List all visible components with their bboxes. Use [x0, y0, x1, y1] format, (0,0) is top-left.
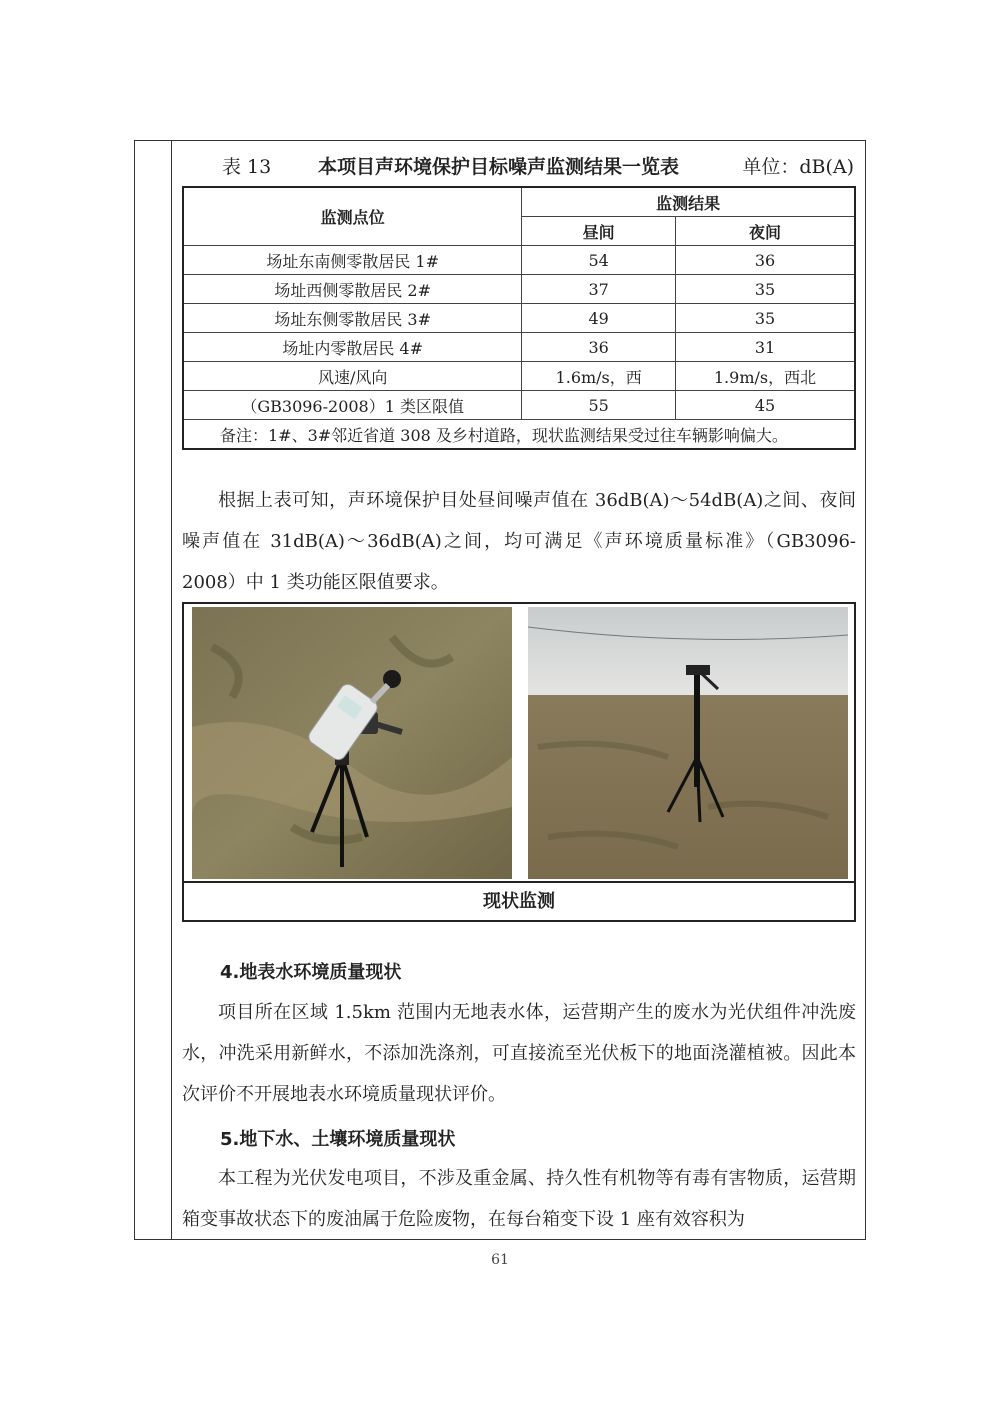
- cell-night: 36: [675, 246, 855, 275]
- photo-panel: [182, 602, 856, 922]
- page-number: 61: [491, 1252, 509, 1268]
- table-title: 本项目声环境保护目标噪声监测结果一览表: [318, 156, 680, 178]
- table-row: [183, 333, 855, 362]
- cell-day: 49: [522, 304, 676, 333]
- cell-point: 风速/风向: [183, 362, 522, 391]
- cell-point: 场址内零散居民 4#: [183, 333, 522, 362]
- table-row: [183, 391, 855, 420]
- cell-point: （GB3096-2008）1 类区限值: [183, 391, 522, 420]
- cell-day: 37: [522, 275, 676, 304]
- section-5-heading: 5.地下水、土壤环境质量现状: [220, 1129, 456, 1150]
- cell-day: 54: [522, 246, 676, 275]
- table-caption: [182, 150, 856, 180]
- photo-caption: 现状监测: [483, 891, 555, 912]
- photo-caption-divider: [184, 881, 854, 883]
- table-row: [183, 275, 855, 304]
- noise-monitoring-table: [182, 186, 856, 450]
- cell-day: 55: [522, 391, 676, 420]
- table-row: [183, 304, 855, 333]
- cell-point: 场址东南侧零散居民 1#: [183, 246, 522, 275]
- section-4-heading: 4.地表水环境质量现状: [220, 962, 402, 983]
- result-paragraph: 根据上表可知，声环境保护目处昼间噪声值在 36dB(A)～54dB(A)之间、夜间噪声值在 31dB(A)～36dB(A)之间，均可满足《声环境质量标准》（GB3096-2008）中 1 类功能区限值要求。: [182, 490, 856, 593]
- cell-day: 1.6m/s，西: [522, 362, 676, 391]
- table-row: [183, 246, 855, 275]
- table-note: 备注：1#、3#邻近省道 308 及乡村道路，现状监测结果受过往车辆影响偏大。: [183, 420, 855, 450]
- frame-left-column-line: [171, 141, 172, 1239]
- table-unit: 单位：dB(A): [742, 156, 854, 178]
- header-result: 监测结果: [522, 187, 855, 217]
- photo-tripod-field: [528, 607, 848, 879]
- header-day: 昼间: [522, 217, 676, 246]
- table-number: 表 13: [222, 156, 272, 178]
- cell-night: 35: [675, 304, 855, 333]
- header-point: 监测点位: [183, 187, 522, 246]
- cell-point: 场址西侧零散居民 2#: [183, 275, 522, 304]
- cell-night: 35: [675, 275, 855, 304]
- section-5-text: 本工程为光伏发电项目，不涉及重金属、持久性有机物等有毒有害物质，运营期箱变事故状态下的废油属于危险废物，在每台箱变下设 1 座有效容积为: [182, 1168, 856, 1230]
- cell-night: 45: [675, 391, 855, 420]
- cell-day: 36: [522, 333, 676, 362]
- cell-night: 1.9m/s，西北: [675, 362, 855, 391]
- section-4-text: 项目所在区域 1.5km 范围内无地表水体，运营期产生的废水为光伏组件冲洗废水，冲洗采用新鲜水，不添加洗涤剂，可直接流至光伏板下的地面浇灌植被。因此本次评价不开展地表水环境质量现状评价。: [182, 1002, 856, 1105]
- table-row: [183, 362, 855, 391]
- cell-point: 场址东侧零散居民 3#: [183, 304, 522, 333]
- cell-night: 31: [675, 333, 855, 362]
- header-night: 夜间: [675, 217, 855, 246]
- photo-sound-meter-closeup: [192, 607, 512, 879]
